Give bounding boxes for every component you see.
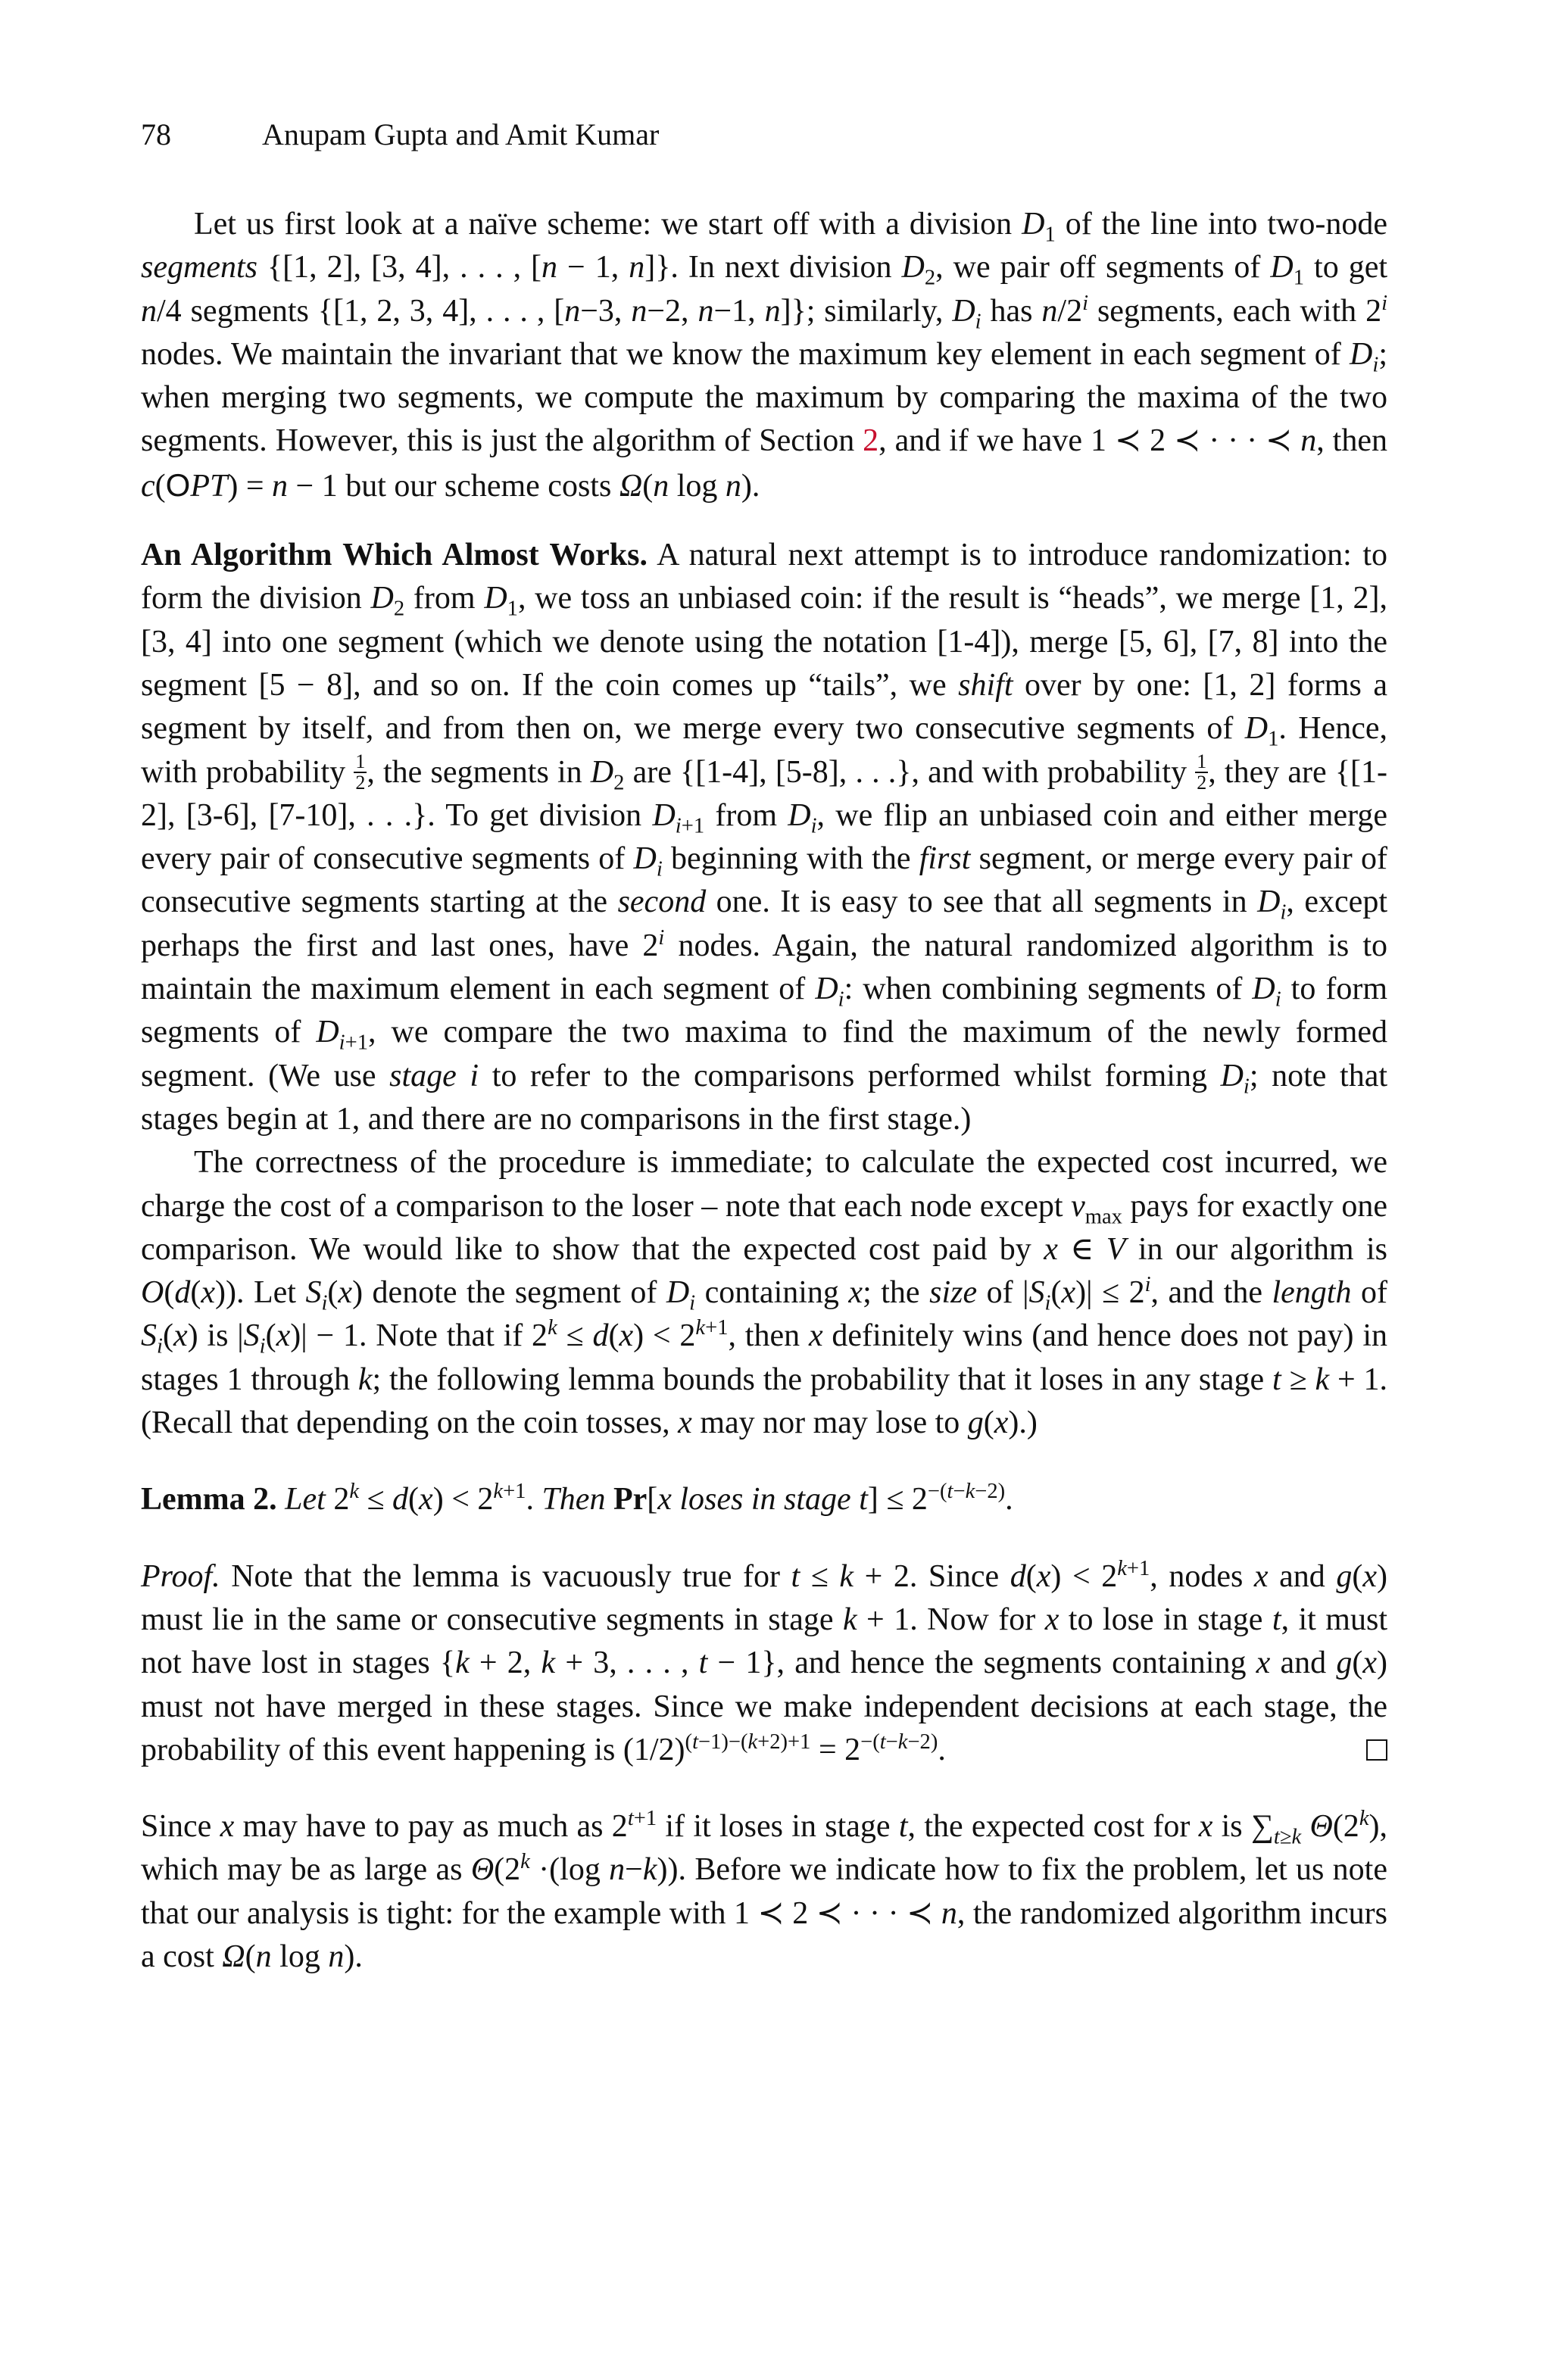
paragraph-tight-analysis: Since x may have to pay as much as $2^{t+1}$ if it loses in stage t, the expected cost for x is $\sum_{t\ge k}$ Θ(2$^k$), which may be as large as $\Theta(2^k \cdot(\log$ n−k)). Before we indicate how to fix the problem, let us note that our analysis is tight: for the example with 1 ≺ 2 ≺ · · · ≺ n, the randomized algorithm incurs a cost Ω(n log n). bbox=[141, 1807, 1387, 1974]
lemma-2: Lemma 2. Let $2^k \le d(x) < 2^{k+1}$. Then Pr[x loses in stage $t] \le 2^{-(t-k-2)}$. bbox=[141, 1480, 1013, 1518]
body-text bbox=[141, 203, 1387, 1979]
paragraph-almost-works: An Algorithm Which Almost Works. A natural next attempt is to introduce randomization: to form the division $D_2$ from $D_1$, we toss an unbiased coin: if the result is “heads”, we merge [1, 2], [3, 4] into one segment (which we denote using the notation [1-4]), merge [5, 6], [7, 8] into the segment [5 − 8], and so on. If the coin comes up “tails”, we shift over by one: [1, 2] forms a segment by itself, and from then on, we merge every two consecutive segments of $D_1$. Hence, with probability $\frac{1}{2}$ , the segments in $D_2$ are {[1-4], [5-8], . . .}, and with probability $\frac{1}{2}$ , they are {[1-2], [3-6], [7-10], . . .}. To get division $D_{i+1}$ from $D_i$, we flip an unbiased coin and either merge every pair of consecutive segments of $D_i$ beginning with the first segment, or merge every pair of consecutive segments starting at the second one. It is easy to see that all segments in $D_i$, except perhaps the first and last ones, have 2$^i$ nodes. Again, the natural randomized algorithm is to maintain the maximum element in each segment of $D_i$: when combining segments of $D_i$ to form segments of $D_{i+1}$, we compare the two maxima to find the maximum of the newly formed segment. (We use stage i to refer to the comparisons performed whilst forming $D_i$; note that stages begin at 1, and there are no comparisons in the first stage.) bbox=[141, 538, 1388, 1137]
paragraph-naive-scheme: Let us first look at a naïve scheme: we start off with a division $D_1$ of the line into two-node segments {[1, 2], [3, 4], . . . , [n − 1, n]}. In next division $D_2$, we pair off segments of $D_1$ to get n/4 segments {[1, 2, 3, 4], . . . , [n−3, n−2, n−1, n]}; similarly, $D_i$ has n/2$^i$ segments, each with 2$^i$ nodes. We maintain the invariant that we know the maximum key element in each segment of $D_i$; when merging two segments, we compute the maximum by comparing the maxima of the two segments. However, this is just the algorithm of Section 2, and if we have 1 ≺ 2 ≺ · · · ≺ n, then c(OPT) = n − 1 but our scheme costs Ω(n log n). bbox=[141, 207, 1388, 504]
author-line: Anupam Gupta and Amit Kumar bbox=[262, 117, 660, 151]
proof: Proof. Note that the lemma is vacuously true for t ≤ k + 2. Since $d(x) < 2^{k+1}$, nodes x and g(x) must lie in the same or consecutive segments in stage k + 1. Now for x to lose in stage t, it must not have lost in stages {k + 2, k + 3, . . . , t − 1}, and hence the segments containing x and g(x) must not have merged in these stages. Since we make independent decisions at each stage, the probability of this event happening is $(1/2)^{(t-1)-(k+2)+1} = 2^{-(t-k-2)}$. bbox=[141, 1556, 1388, 1767]
page-number: 78 bbox=[141, 117, 171, 151]
running-head bbox=[141, 115, 659, 154]
paragraph-correctness: The correctness of the procedure is immediate; to calculate the expected cost incurred, we charge the cost of a comparison to the loser – note that each node except $v_{max}$ pays for exactly one comparison. We would like to show that the expected cost paid by x ∈ V in our algorithm is O(d(x)). Let $S_i(x)$ denote the segment of $D_i$ containing x; the size of $|S_i(x)| \le 2^i$, and the length of $S_i(x)$ is $|S_i(x)| - 1$. Note that if $2^k \le d(x) < 2^{k+1}$, then x definitely wins (and hence does not pay) in stages 1 through k; the following lemma bounds the probability that it loses in any stage t ≥ k + 1. (Recall that depending on the coin tosses, x may nor may lose to g(x).) bbox=[141, 1145, 1388, 1441]
